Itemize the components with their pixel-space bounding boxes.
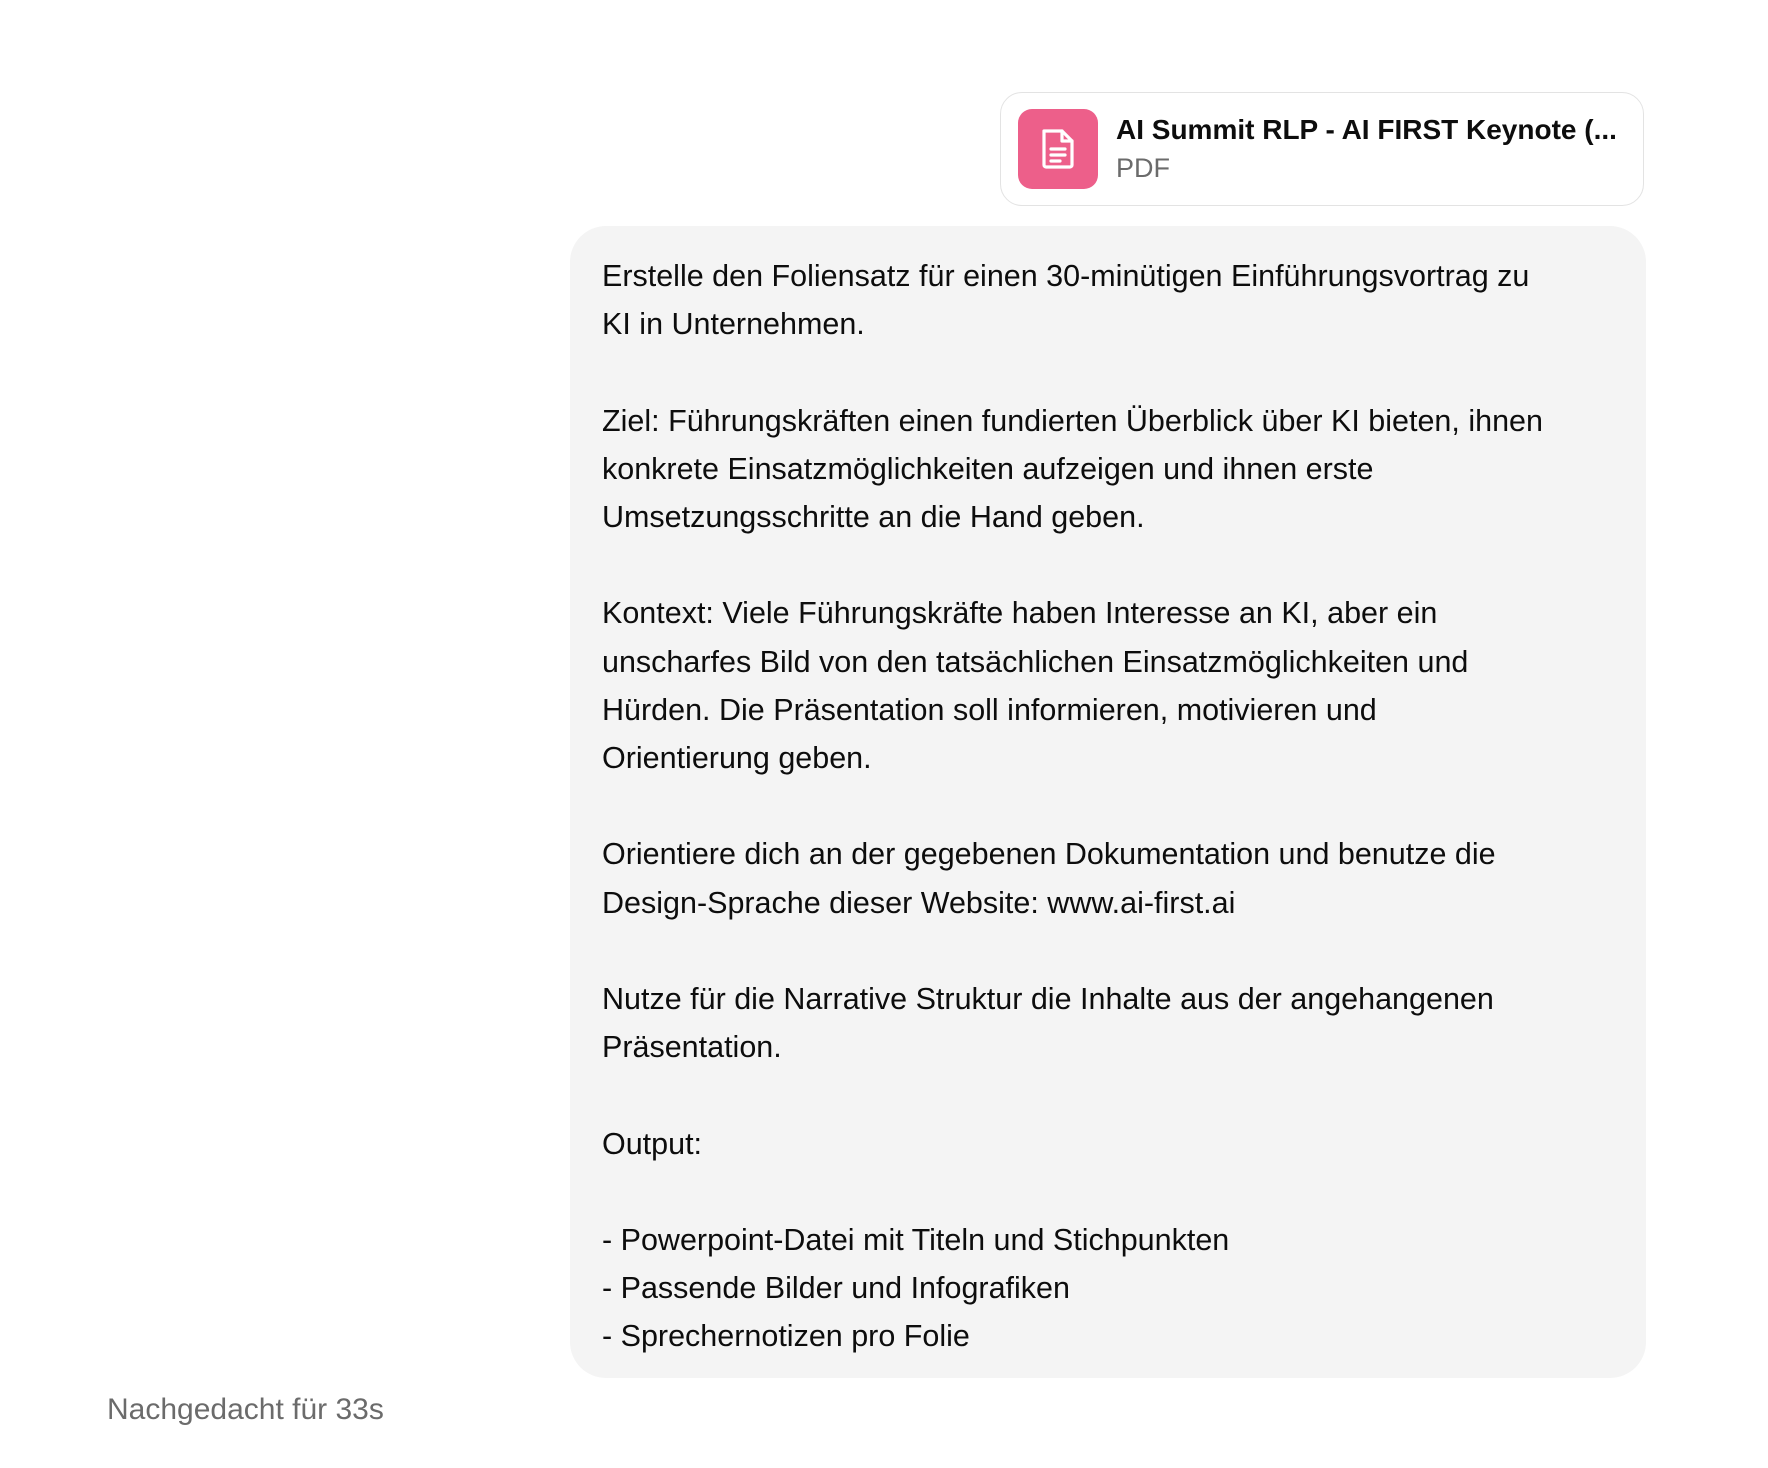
user-message-bubble: [570, 226, 1646, 1378]
document-icon: [1018, 109, 1098, 189]
thinking-status-toggle[interactable]: Nachgedacht für 33s: [107, 1393, 384, 1426]
user-message-text: Erstelle den Foliensatz für einen 30-minütigen Einführungsvortrag zu KI in Unternehmen. Ziel: Führungskräften einen fundierten Überblick über KI bieten, ihnen konkrete Einsatzmöglichkeiten aufzeigen und ihnen erste Umsetzungsschritte an die Hand geben. Kontext: Viele Führungskräfte haben Interesse an KI, aber ein unscharfes Bild von den tatsächlichen Einsatzmöglichkeiten und Hürden. Die Präsentation soll informieren, motivieren und Orientierung geben. Orientiere dich an der gegebenen Dokumentation und benutze die Design-Sprache dieser Website: www.ai-first.ai Nutze für die Narrative Struktur die Inhalte aus der angehangenen Präsentation. Output: - Powerpoint-Datei mit Titeln und Stichpunkten - Passende Bilder und Infografiken - Sprechernotizen pro Folie: [602, 259, 1543, 1354]
attachment-file-type: PDF: [1116, 153, 1170, 183]
attachment-file-name: AI Summit RLP - AI FIRST Keynote (...: [1116, 114, 1617, 145]
attachment-card[interactable]: [1000, 92, 1644, 206]
attachment-meta: [1116, 112, 1617, 186]
